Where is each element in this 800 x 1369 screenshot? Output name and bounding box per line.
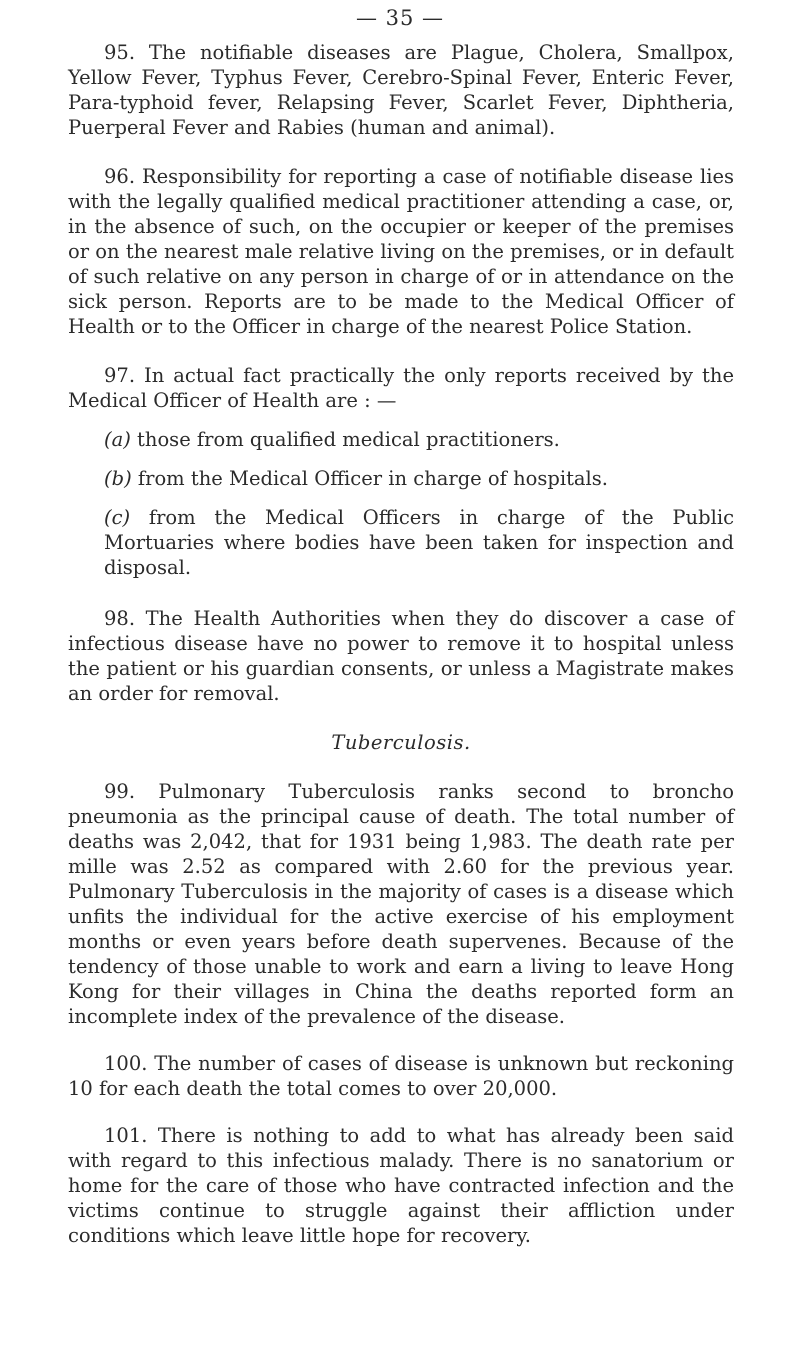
list-marker: (a) xyxy=(104,428,131,451)
report-sources-list xyxy=(68,427,734,580)
list-marker: (c) xyxy=(104,506,131,529)
paragraph-100: 100. The number of cases of disease is unknown but reckoning 10 for each death the total comes to over 20,000. xyxy=(68,1052,734,1100)
list-item xyxy=(68,466,734,491)
page-number: — 35 — xyxy=(355,6,445,30)
paragraph-97: 97. In actual fact practically the only reports received by the Medical Officer of Health are : — xyxy=(68,364,734,412)
list-marker: (b) xyxy=(104,467,132,490)
paragraph-96: 96. Responsibility for reporting a case of notifiable disease lies with the legally qualified medical practitioner attending a case, or, in the absence of such, on the occupier or keeper of the premises or on the nearest male relative living on the premises, or in default of such relative on any person in charge of or in attendance on the sick person. Reports are to be made to the Medical Officer of Health or to the Officer in charge of the nearest Police Station. xyxy=(68,165,734,338)
paragraph-98: 98. The Health Authorities when they do discover a case of infectious disease have no power to remove it to hospital unless the patient or his guardian consents, or unless a Magistrate makes an order for removal. xyxy=(68,607,734,705)
paragraph-95: 95. The notifiable diseases are Plague, Cholera, Smallpox, Yellow Fever, Typhus Fever, Cerebro-Spinal Fever, Enteric Fever, Para-typhoid fever, Relapsing Fever, Scarlet Fever, Diphtheria, Puerperal Fever and Rabies (human and animal). xyxy=(68,41,734,139)
paragraph-99: 99. Pulmonary Tuberculosis ranks second to broncho pneumonia as the principal cause of death. The total number of deaths was 2,042, that for 1931 being 1,983. The death rate per mille was 2.52 as compared with 2.60 for the previous year. Pulmonary Tuberculosis in the majority of cases is a disease which unfits the individual for the active exercise of his employment months or even years before death supervenes. Because of the tendency of those unable to work and earn a living to leave Hong Kong for their villages in China the deaths reported form an incomplete index of the prevalence of the disease. xyxy=(68,780,734,1028)
list-item-text: those from qualified medical practitioners. xyxy=(137,428,560,451)
document-body xyxy=(68,40,734,1270)
list-item xyxy=(68,427,734,452)
list-item xyxy=(68,505,734,580)
list-item-text: from the Medical Officers in charge of the Public Mortuaries where bodies have been taken for inspection and disposal. xyxy=(104,506,734,579)
paragraph-101: 101. There is nothing to add to what has already been said with regard to this infectious malady. There is no sanatorium or home for the care of those who have contracted infection and the victims continue to struggle against their affliction under conditions which leave little hope for recovery. xyxy=(68,1124,734,1247)
list-item-text: from the Medical Officer in charge of hospitals. xyxy=(137,467,609,490)
section-heading-tuberculosis: Tuberculosis. xyxy=(331,731,471,754)
